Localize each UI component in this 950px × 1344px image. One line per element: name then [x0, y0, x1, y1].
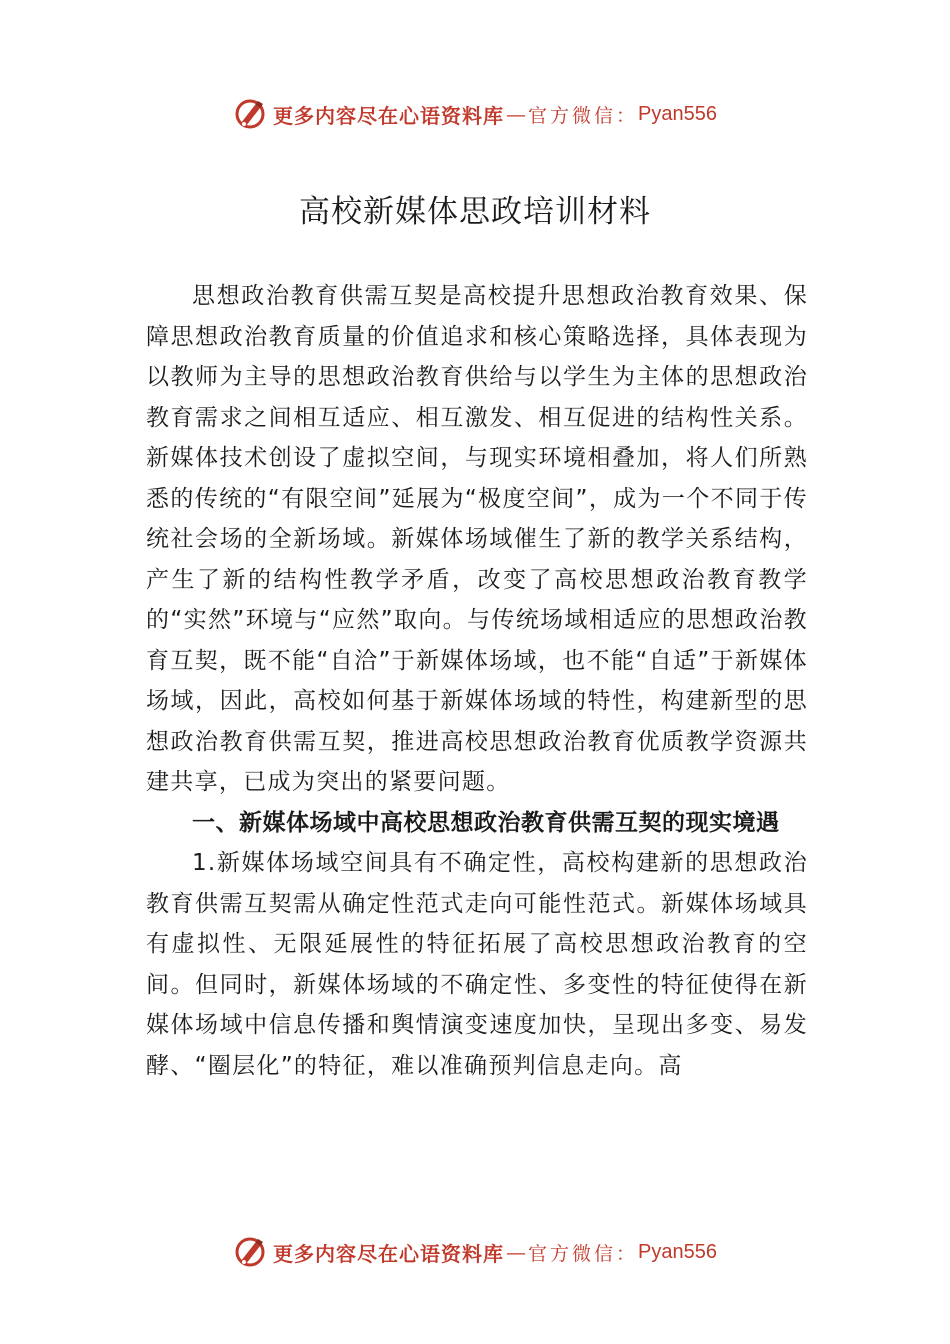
document-title: 高校新媒体思政培训材料: [299, 194, 651, 230]
banner-wechat-account: Pyan556: [638, 1240, 717, 1263]
point-1-paragraph: 1.新媒体场域空间具有不确定性，高校构建新的思想政治教育供需互契需从确定性范式走向可能性范式。新媒体场域具有虚拟性、无限延展性的特征拓展了高校思想政治教育的空间。但同时，新媒体场域的不确定性、多变性的特征使得在新媒体场域中信息传播和舆情演变速度加快，呈现出多变、易发酵、“圈层化”的特征，难以准确预判信息走向。高: [146, 850, 808, 1079]
banner-brand-text: 更多内容尽在心语资料库: [273, 1241, 504, 1266]
banner-dash: —: [506, 102, 526, 126]
header-banner: [0, 94, 950, 134]
banner-dash: —: [506, 1240, 526, 1264]
document-body: [146, 276, 808, 1086]
intro-paragraph: 思想政治教育供需互契是高校提升思想政治教育效果、保障思想政治教育质量的价值追求和核心策略选择，具体表现为以教师为主导的思想政治教育供给与以学生为主体的思想政治教育需求之间相互适应、相互激发、相互促进的结构性关系。新媒体技术创设了虚拟空间，与现实环境相叠加，将人们所熟悉的传统的“有限空间”延展为“极度空间”，成为一个不同于传统社会场的全新场域。新媒体场域催生了新的教学关系结构，产生了新的结构性教学矛盾，改变了高校思想政治教育教学的“实然”环境与“应然”取向。与传统场域相适应的思想政治教育互契，既不能“自洽”于新媒体场域，也不能“自适”于新媒体场域，因此，高校如何基于新媒体场域的特性，构建新型的思想政治教育供需互契，推进高校思想政治教育优质教学资源共建共享，已成为突出的紧要问题。: [146, 283, 808, 795]
fountain-pen-logo-icon: [233, 97, 267, 131]
section-heading-1: 一、新媒体场域中高校思想政治教育供需互契的现实境遇: [192, 809, 780, 836]
banner-wechat-label: 官方微信：: [528, 1242, 639, 1265]
banner-brand-text: 更多内容尽在心语资料库: [273, 103, 504, 128]
footer-banner: [0, 1232, 950, 1272]
banner-wechat-account: Pyan556: [638, 102, 717, 125]
fountain-pen-logo-icon: [233, 1235, 267, 1269]
banner-wechat-label: 官方微信：: [528, 104, 639, 127]
